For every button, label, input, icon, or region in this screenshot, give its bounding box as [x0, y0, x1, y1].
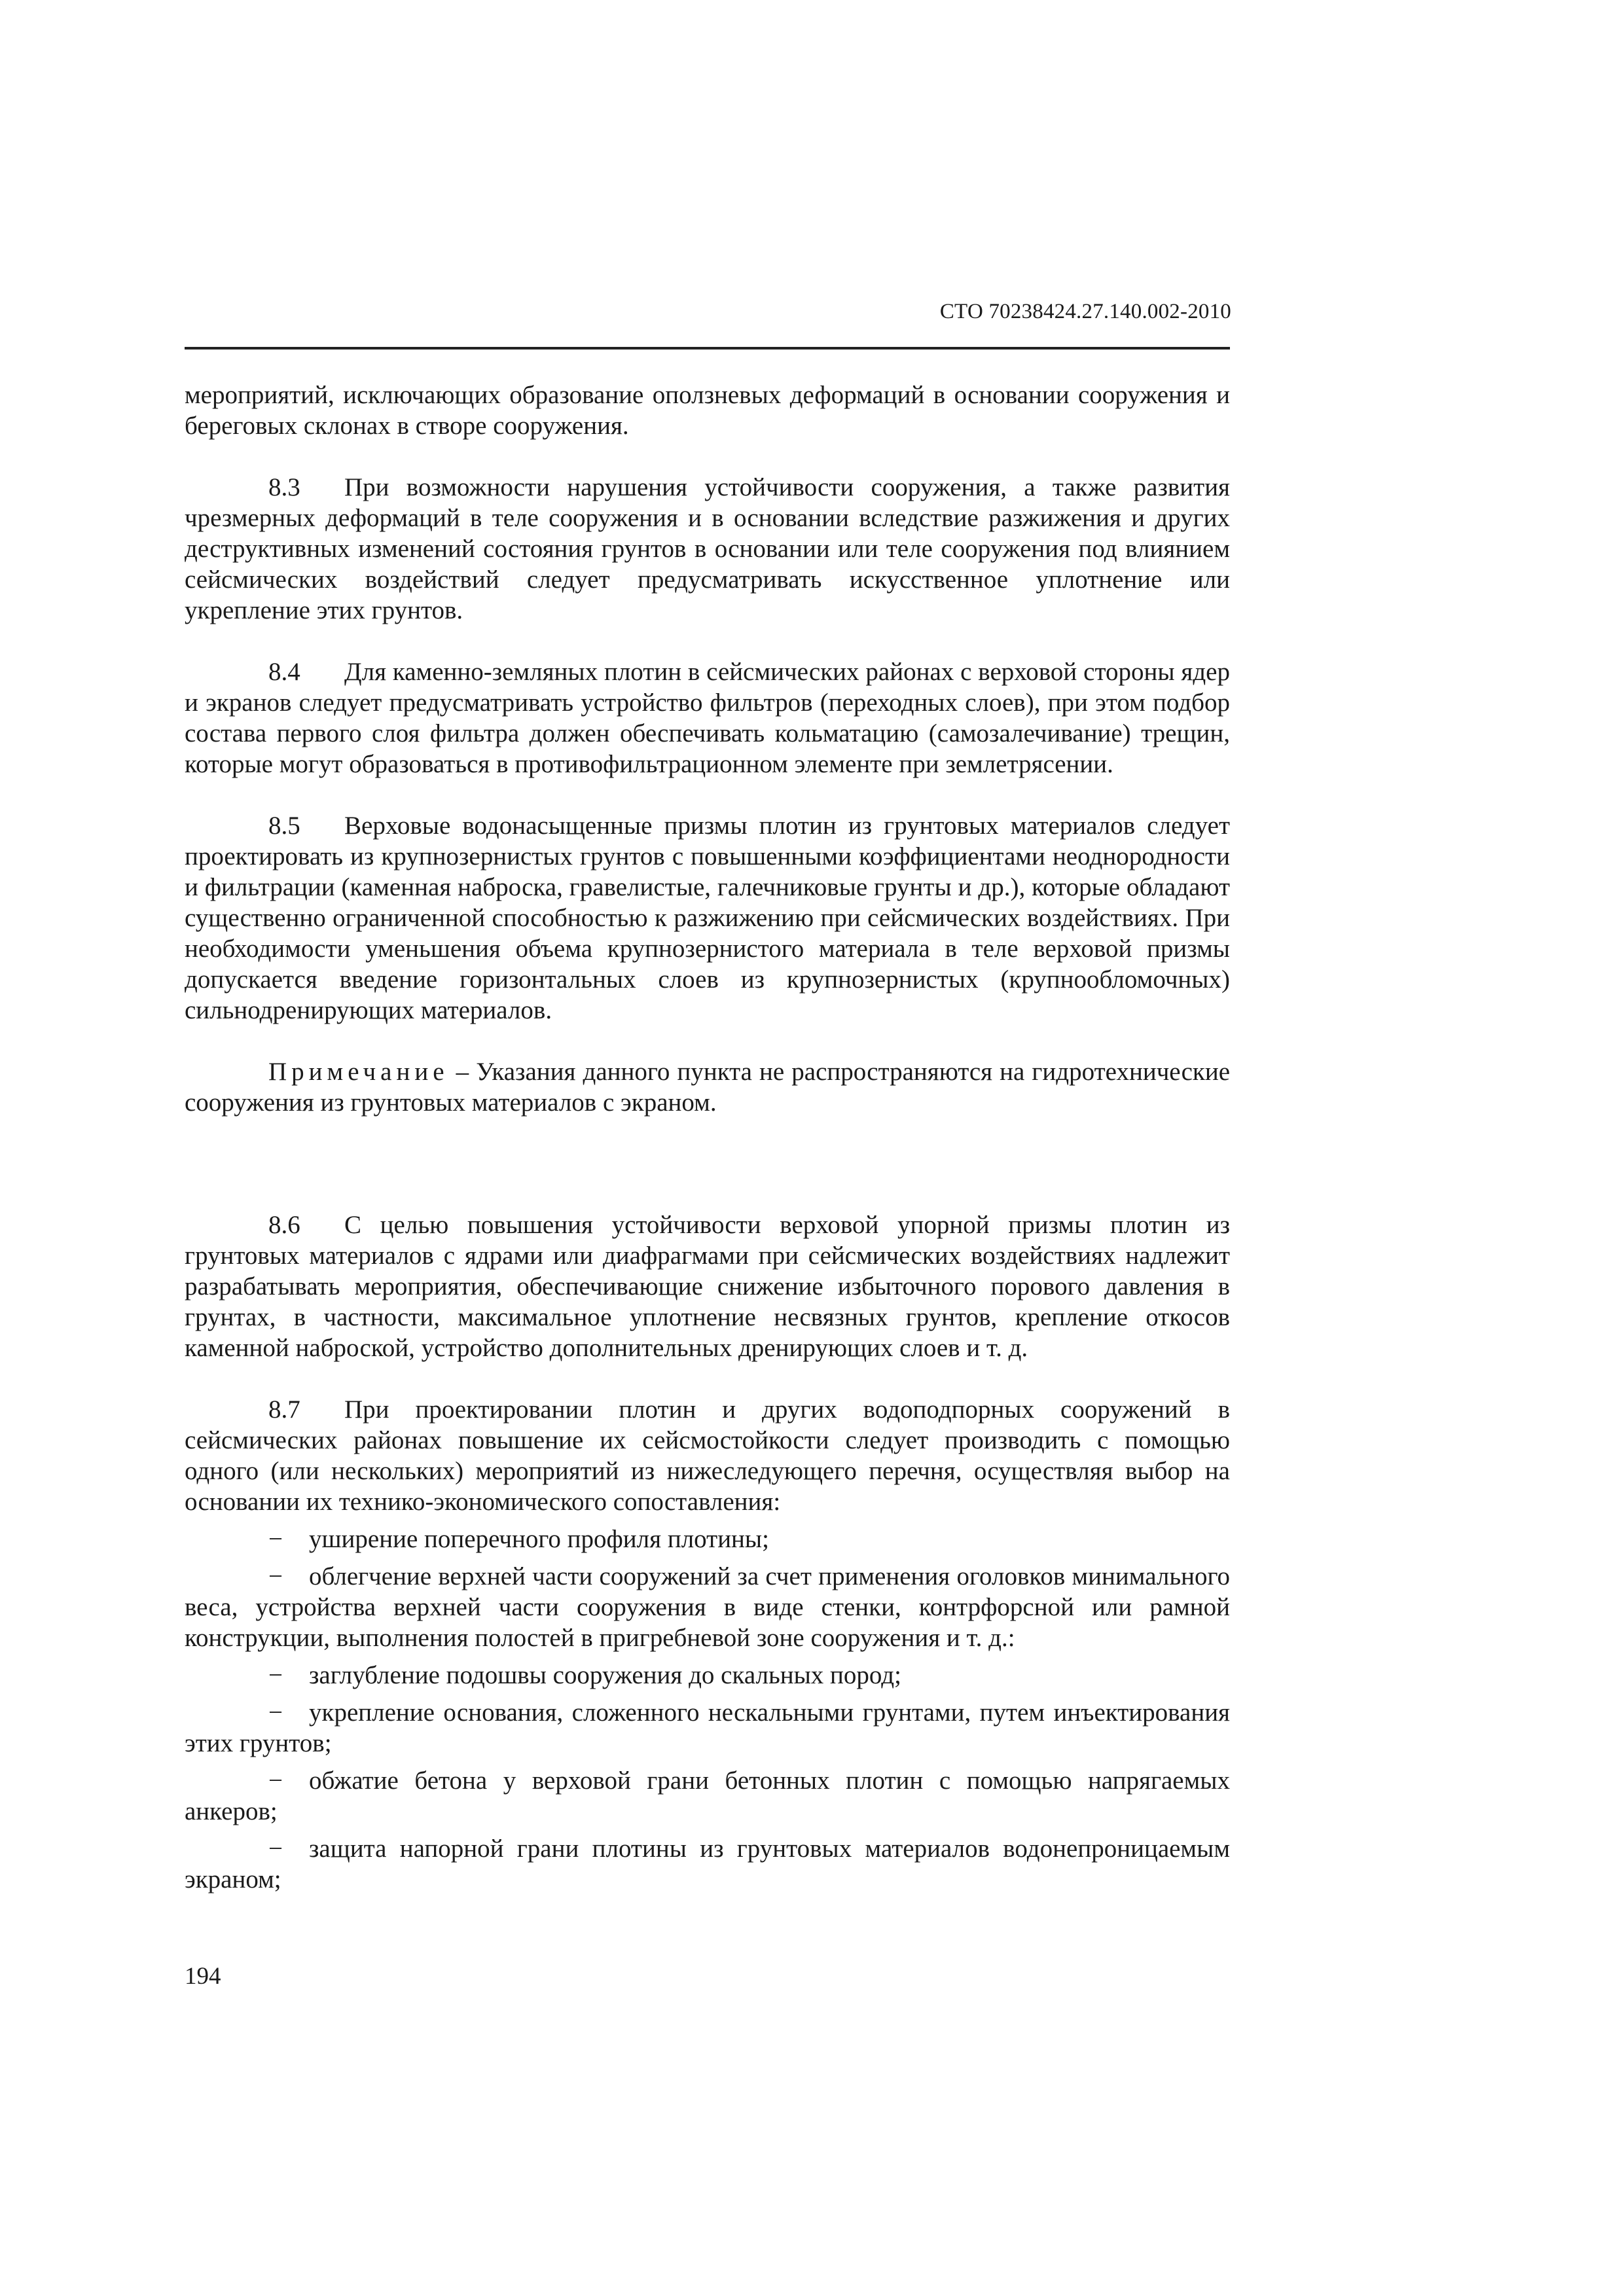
section-8-3 — [185, 472, 1230, 626]
page-number: 194 — [185, 1963, 221, 1990]
list-item-text: заглубление подошвы сооружения до скальных пород; — [309, 1661, 901, 1689]
list-item-text: уширение поперечного профиля плотины; — [309, 1525, 769, 1553]
section-8-6 — [185, 1210, 1230, 1363]
document-code: СТО 70238424.27.140.002-2010 — [939, 300, 1231, 323]
section-number: 8.5 — [268, 812, 300, 840]
section-number: 8.4 — [268, 658, 300, 686]
continuation-paragraph: мероприятий, исключающих образование оползневых деформаций в основании сооружения и береговых склонах в створе сооружения. — [185, 381, 1230, 440]
list-dash: − — [268, 1562, 283, 1590]
section-text: Для каменно-земляных плотин в сейсмических районах с верховой стороны ядер и экранов следует предусматривать устройство фильтров (переходных слоев), при этом подбор состава первого слоя фильтра должен обеспечивать кольматацию (самозалечивание) трещин, которые могут образоваться в противофильтрационном элементе при землетрясении. — [185, 658, 1230, 778]
note-dash: – — [456, 1058, 469, 1086]
list-item — [185, 1561, 1230, 1653]
note-paragraph — [185, 1056, 1230, 1118]
section-8-5 — [185, 810, 1230, 1026]
section-number: 8.7 — [268, 1395, 300, 1424]
list-item — [185, 1833, 1230, 1895]
list-item — [185, 1765, 1230, 1827]
section-text: При проектировании плотин и других водоподпорных сооружений в сейсмических районах повышение их сейсмостойкости следует производить с помощью одного (или нескольких) мероприятий из нижеследующего перечня, осуществляя выбор на основании их технико-экономического сопоставления: — [185, 1395, 1230, 1516]
list-item — [185, 1524, 1230, 1554]
section-text: Верховые водонасыщенные призмы плотин из грунтовых материалов следует проектировать из крупнозернистых грунтов с повышенными коэффициентами неоднородности и фильтрации (каменная наброска, гравелистые, галечниковые грунты и др.), которые обладают существенно ограниченной способностью к разжижению при сейсмических воздействиях. При необходимости уменьшения объема крупнозернистого материала в теле верховой призмы допускается введение горизонтальных слоев из крупнозернистых (крупнообломочных) сильнодренирующих материалов. — [185, 812, 1230, 1024]
list-item — [185, 1660, 1230, 1691]
list-item-text: облегчение верхней части сооружений за счет применения оголовков минимального веса, устройства верхней части сооружения в виде стенки, контрфорсной или рамной конструкции, выполнения полостей в пригребневой зоне сооружения и т. д.: — [185, 1562, 1230, 1652]
section-8-4 — [185, 656, 1230, 780]
section-8-7 — [185, 1394, 1230, 1517]
note-label: Примечание — [268, 1058, 449, 1086]
section-number: 8.3 — [268, 473, 300, 501]
list-item-text: укрепление основания, сложенного нескальными грунтами, путем инъектирования этих грунтов; — [185, 1698, 1230, 1757]
note-text: Указания данного пункта не распространяются на гидротехнические сооружения из грунтовых материалов с экраном. — [185, 1058, 1231, 1117]
section-text: С целью повышения устойчивости верховой упорной призмы плотин из грунтовых материалов с ядрами или диафрагмами при сейсмических воздействиях надлежит разрабатывать мероприятия, обеспечивающие снижение избыточного порового давления в грунтах, в частности, максимальное уплотнение несвязных грунтов, крепление откосов каменной наброской, устройство дополнительных дренирующих слоев и т. д. — [185, 1211, 1230, 1362]
header-divider — [185, 347, 1230, 350]
list-item-text: защита напорной грани плотины из грунтовых материалов водонепроницаемым экраном; — [185, 1835, 1230, 1893]
section-text: При возможности нарушения устойчивости сооружения, а также развития чрезмерных деформаций в теле сооружения и в основании вследствие разжижения и других деструктивных изменений состояния грунтов в основании или теле сооружения под влиянием сейсмических воздействий следует предусматривать искусственное уплотнение или укрепление этих грунтов. — [185, 473, 1230, 624]
list-item-text: обжатие бетона у верховой грани бетонных плотин с помощью напрягаемых анкеров; — [185, 1767, 1230, 1825]
list-dash: − — [268, 1835, 283, 1863]
list-dash: − — [268, 1525, 283, 1553]
list-dash: − — [268, 1661, 283, 1689]
list-dash: − — [268, 1767, 283, 1795]
section-number: 8.6 — [268, 1211, 300, 1239]
list-dash: − — [268, 1698, 283, 1727]
list-item — [185, 1697, 1230, 1759]
document-body — [185, 380, 1230, 1895]
